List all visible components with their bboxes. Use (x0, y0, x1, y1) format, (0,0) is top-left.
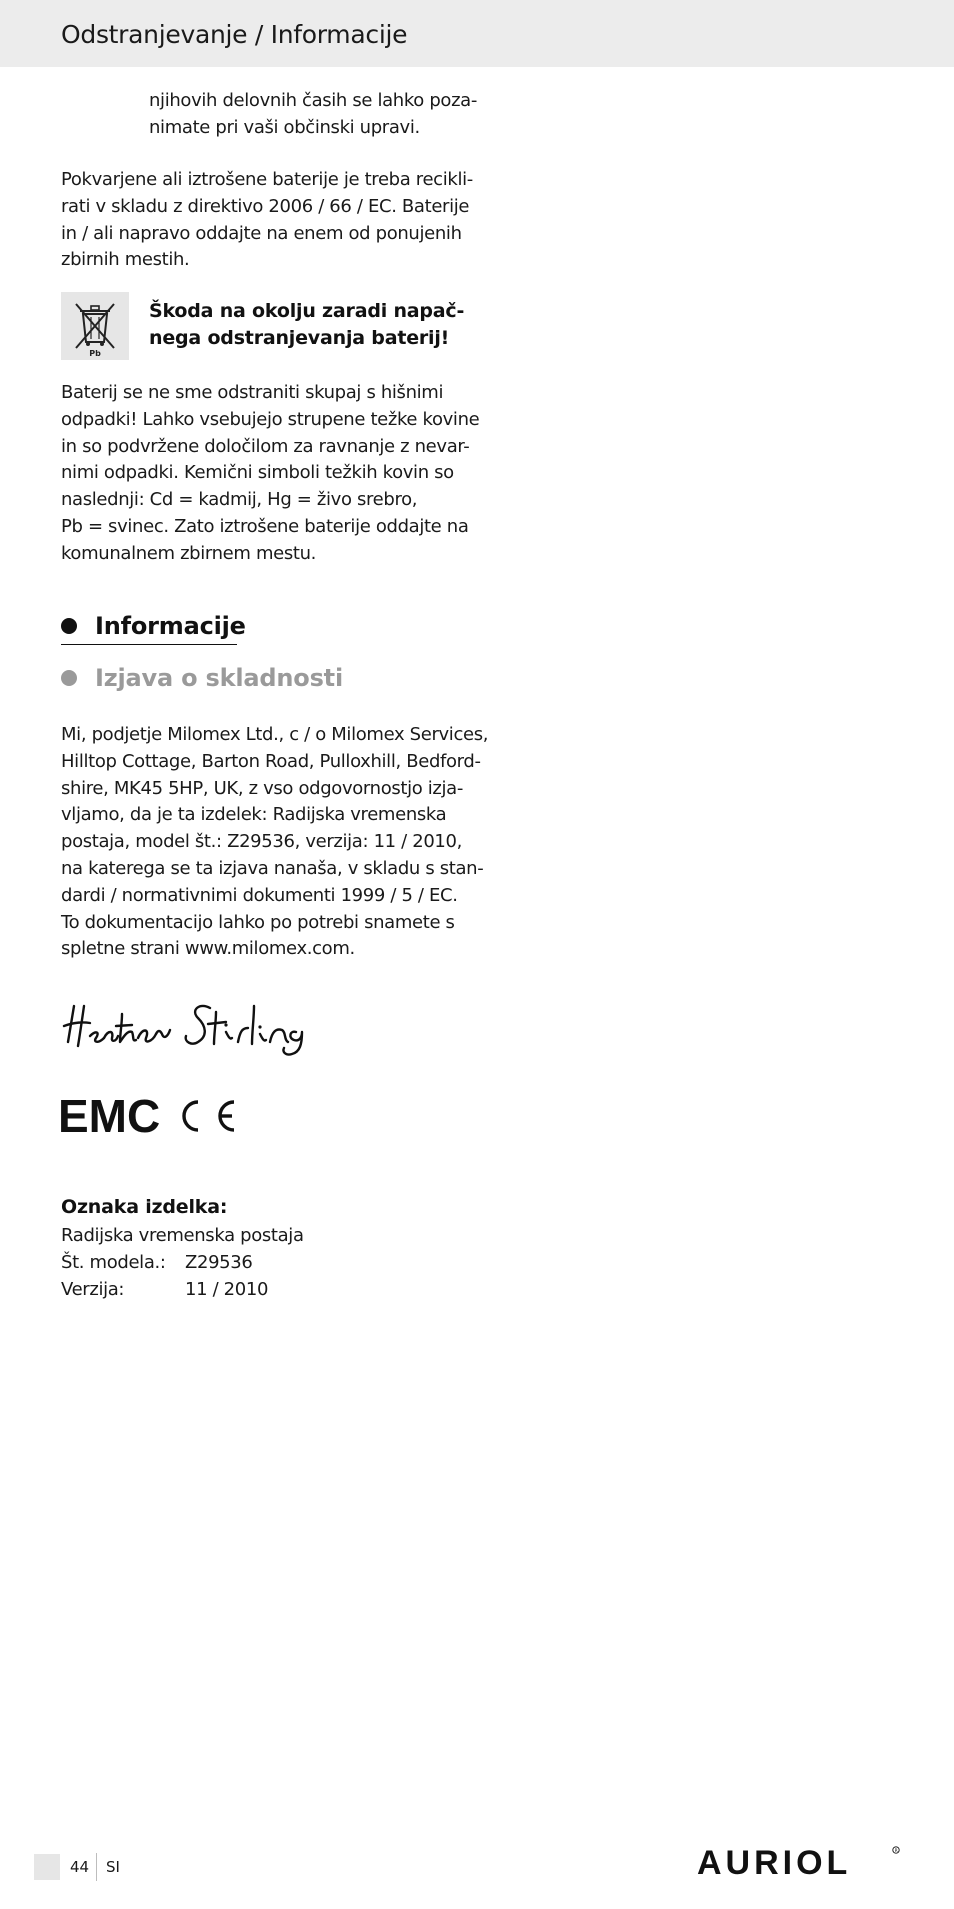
text-line: dardi / normativnimi dokumenti 1999 / 5 / EC. (61, 884, 458, 906)
text-line: in / ali napravo oddajte na enem od ponujenih (61, 222, 462, 244)
bullet-icon (61, 670, 77, 686)
auriol-logo (697, 1842, 907, 1882)
section-title: Izjava o skladnosti (95, 664, 343, 692)
section-heading-info (61, 612, 246, 640)
language-code: SI (106, 1858, 120, 1876)
brand-name: AURIOL (697, 1844, 852, 1882)
footer-divider (96, 1853, 97, 1881)
emc-ce-mark (58, 1092, 248, 1140)
continuation-paragraph (149, 88, 479, 142)
text-line: naslednji: Cd = kadmij, Hg = živo srebro, (61, 489, 418, 511)
text-line: njihovih delovnih časih se lahko poza- (149, 90, 477, 111)
emc-text: EMC (58, 1092, 161, 1140)
page-number: 44 (70, 1858, 90, 1876)
text-line: shire, MK45 5HP, UK, z vso odgovornostjo izja- (61, 777, 464, 799)
text-line: Škoda na okolju zaradi napač- (149, 300, 465, 322)
text-line: nimate pri vaši občinski upravi. (149, 116, 420, 138)
model-value: Z29536 (185, 1252, 253, 1273)
section-title: Informacije (95, 612, 246, 640)
declaration-paragraph (61, 722, 489, 963)
text-line: To dokumentacijo lahko po potrebi snamete s (61, 911, 455, 933)
text-line: Pokvarjene ali iztrošene baterije je treba recikli- (61, 169, 473, 190)
text-line: in so podvržene določilom za ravnanje z nevar- (61, 435, 470, 457)
text-line: Mi, podjetje Milomex Ltd., c / o Milomex Services, (61, 724, 489, 745)
text-line: odpadki! Lahko vsebujejo strupene težke kovine (61, 408, 480, 430)
product-label: Oznaka izdelka: (61, 1196, 228, 1218)
warning-heading (149, 298, 464, 352)
text-line: Hilltop Cottage, Barton Road, Pulloxhill, Bedford- (61, 750, 481, 772)
text-line: zbirnih mestih. (61, 249, 190, 271)
text-line: spletne strani www.milomex.com. (61, 938, 355, 960)
bullet-icon (61, 618, 77, 634)
battery-recycling-paragraph (61, 167, 471, 274)
section-heading-conformity (61, 664, 343, 692)
model-key: Št. modela.: (61, 1252, 166, 1273)
version-key: Verzija: (61, 1279, 125, 1300)
text-line: postaja, model št.: Z29536, verzija: 11 / 2010, (61, 831, 463, 853)
page-title: Odstranjevanje / Informacije (61, 20, 408, 49)
text-line: nega odstranjevanja baterij! (149, 327, 450, 349)
battery-warning-box (61, 292, 129, 360)
text-line: Baterij se ne sme odstraniti skupaj s hišnimi (61, 382, 444, 403)
pb-symbol: Pb (89, 349, 101, 358)
version-value: 11 / 2010 (185, 1279, 269, 1300)
text-line: Pb = svinec. Zato iztrošene baterije oddajte na (61, 515, 469, 537)
svg-text:R: R (894, 1849, 898, 1854)
text-line: nimi odpadki. Kemični simboli težkih kovin so (61, 462, 454, 484)
text-line: komunalnem zbirnem mestu. (61, 542, 317, 564)
text-line: vljamo, da je ta izdelek: Radijska vremenska (61, 804, 447, 826)
product-name: Radijska vremenska postaja (61, 1225, 304, 1246)
ce-icon (184, 1102, 234, 1130)
section-underline (61, 644, 237, 645)
footer-marker (34, 1854, 60, 1880)
text-line: na katerega se ta izjava nanaša, v skladu s stan- (61, 857, 484, 879)
signature-image (60, 992, 370, 1060)
crossed-out-bin-pb-icon (61, 292, 129, 360)
battery-disposal-paragraph (61, 380, 480, 568)
text-line: rati v skladu z direktivo 2006 / 66 / EC. Baterije (61, 195, 470, 217)
